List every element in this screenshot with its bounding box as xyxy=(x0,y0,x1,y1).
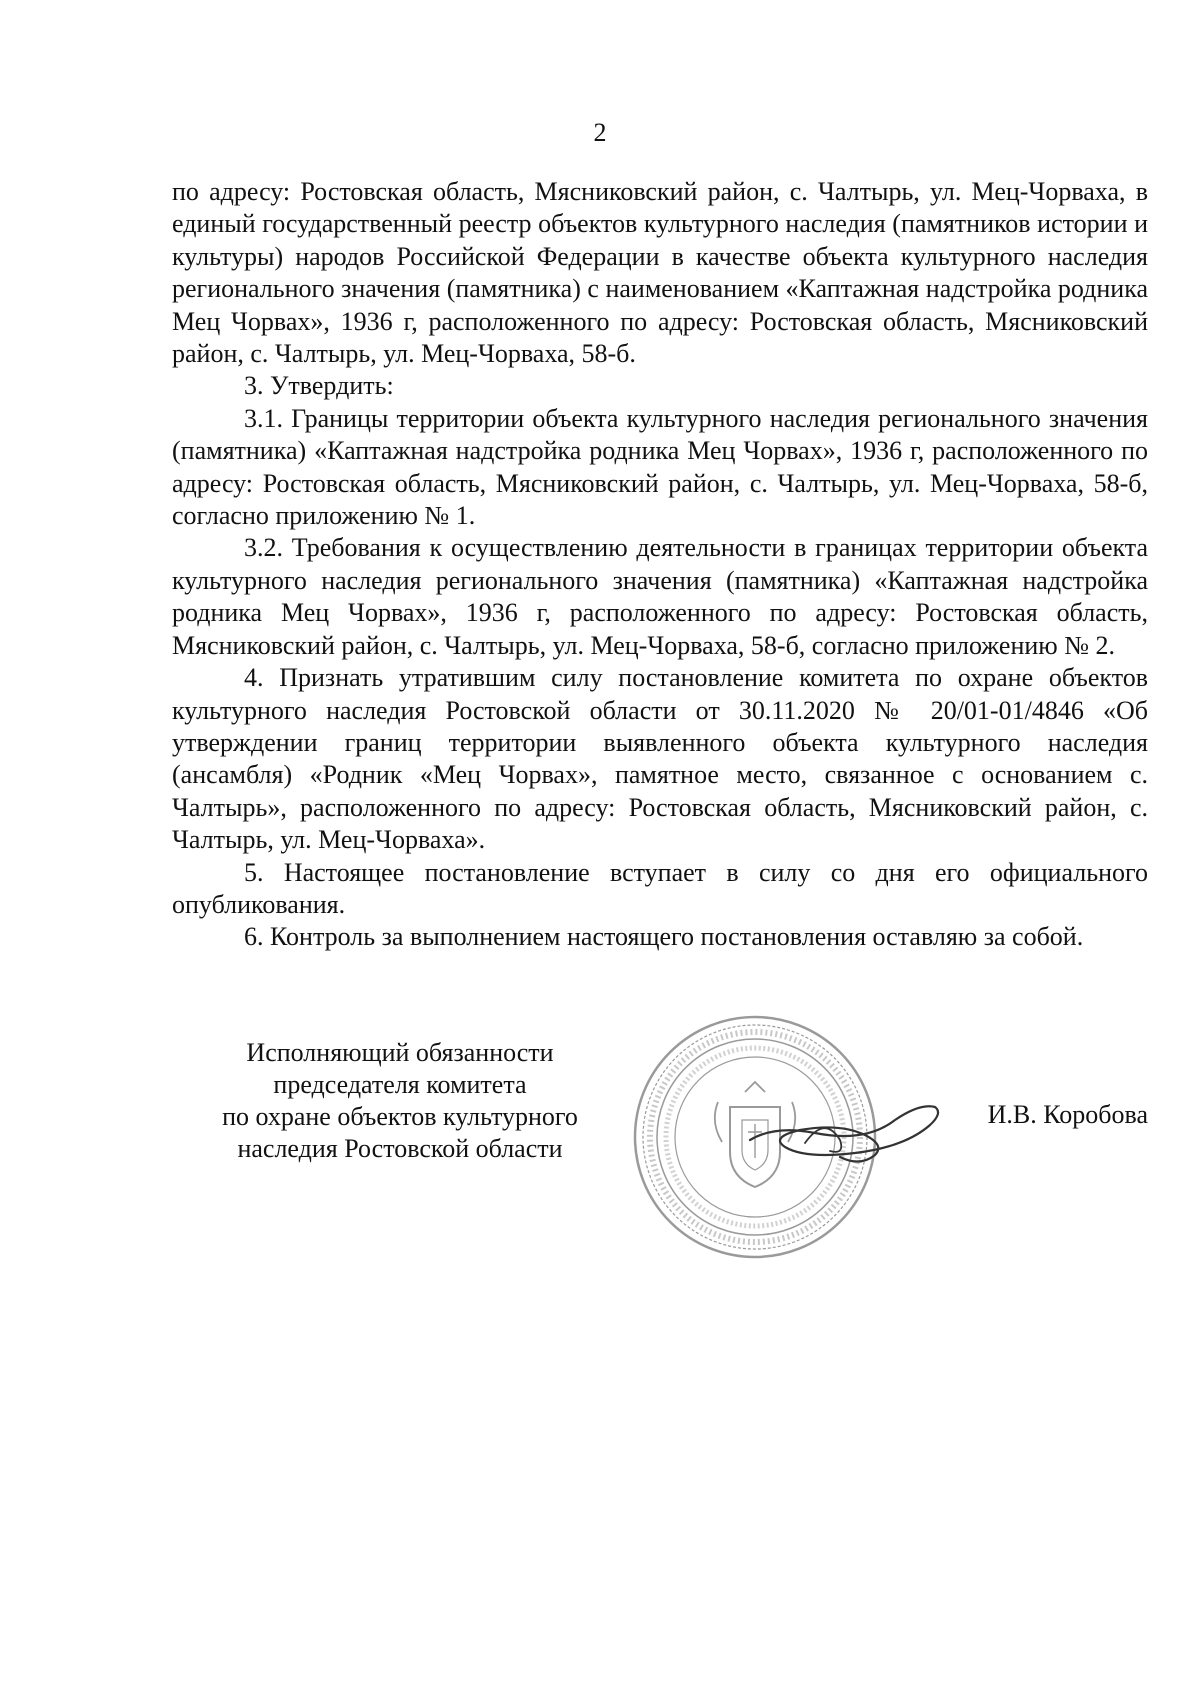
handwritten-signature-icon xyxy=(745,1085,945,1175)
signer-name: И.В. Коробова xyxy=(987,1100,1148,1129)
paragraph-5: 5. Настоящее постановление вступает в силу со дня его официального опубликования. xyxy=(172,857,1148,919)
paragraph-3: 3. Утвердить: xyxy=(244,371,394,401)
paragraph-3-1: 3.1. Границы территории объекта культурного наследия регионального значения (памятника) «Каптажная надстройка родника Мец Чорвах», 1936 г, расположенного по адресу: Ростовская область, Мясниковский район, с. Чалтырь, ул. Мец-Чорваха, 58-б, согласно приложению № 1. xyxy=(172,403,1148,531)
signatory-title-line: Исполняющий обязанности xyxy=(246,1038,554,1067)
paragraph-6: 6. Контроль за выполнением настоящего постановления оставляю за собой. xyxy=(244,922,1084,952)
paragraph-4: 4. Признать утратившим силу постановление комитета по охране объектов культурного наследия Ростовской области от 30.11.2020 № 20/01-01/4846 «Об утверждении границ территории выявленного объекта культурного наследия (ансамбля) «Родник «Мец Чорвах», памятное место, связанное с основанием с. Чалтырь», расположенного по адресу: Ростовская область, Мясниковский район, с. Чалтырь, ул. Мец-Чорваха». xyxy=(172,663,1148,855)
signatory-title-line: председателя комитета xyxy=(273,1070,527,1099)
signatory-title-line: по охране объектов культурного xyxy=(222,1102,578,1131)
paragraph-3-2: 3.2. Требования к осуществлению деятельности в границах территории объекта культурного наследия регионального значения (памятника) «Каптажная надстройка родника Мец Чорвах», 1936 г, расположенного по адресу: Ростовская область, Мясниковский район, с. Чалтырь, ул. Мец-Чорваха, 58-б, согласно приложению № 2. xyxy=(172,533,1148,660)
signatory-title-line: наследия Ростовской области xyxy=(237,1134,563,1163)
page-number: 2 xyxy=(593,118,607,147)
document-body xyxy=(172,176,1148,954)
paragraph-address: по адресу: Ростовская область, Мясниковский район, с. Чалтырь, ул. Мец-Чорваха, в единый государственный реестр объектов культурного наследия (памятников истории и культуры) народов Российской Федерации в качестве объекта культурного наследия регионального значения (памятника) с наименованием «Каптажная надстройка родника Мец Чорвах», 1936 г, расположенного по адресу: Ростовская область, Мясниковский район, с. Чалтырь, ул. Мец-Чорваха, 58-б. xyxy=(172,177,1148,369)
signatory-title xyxy=(180,1037,620,1165)
